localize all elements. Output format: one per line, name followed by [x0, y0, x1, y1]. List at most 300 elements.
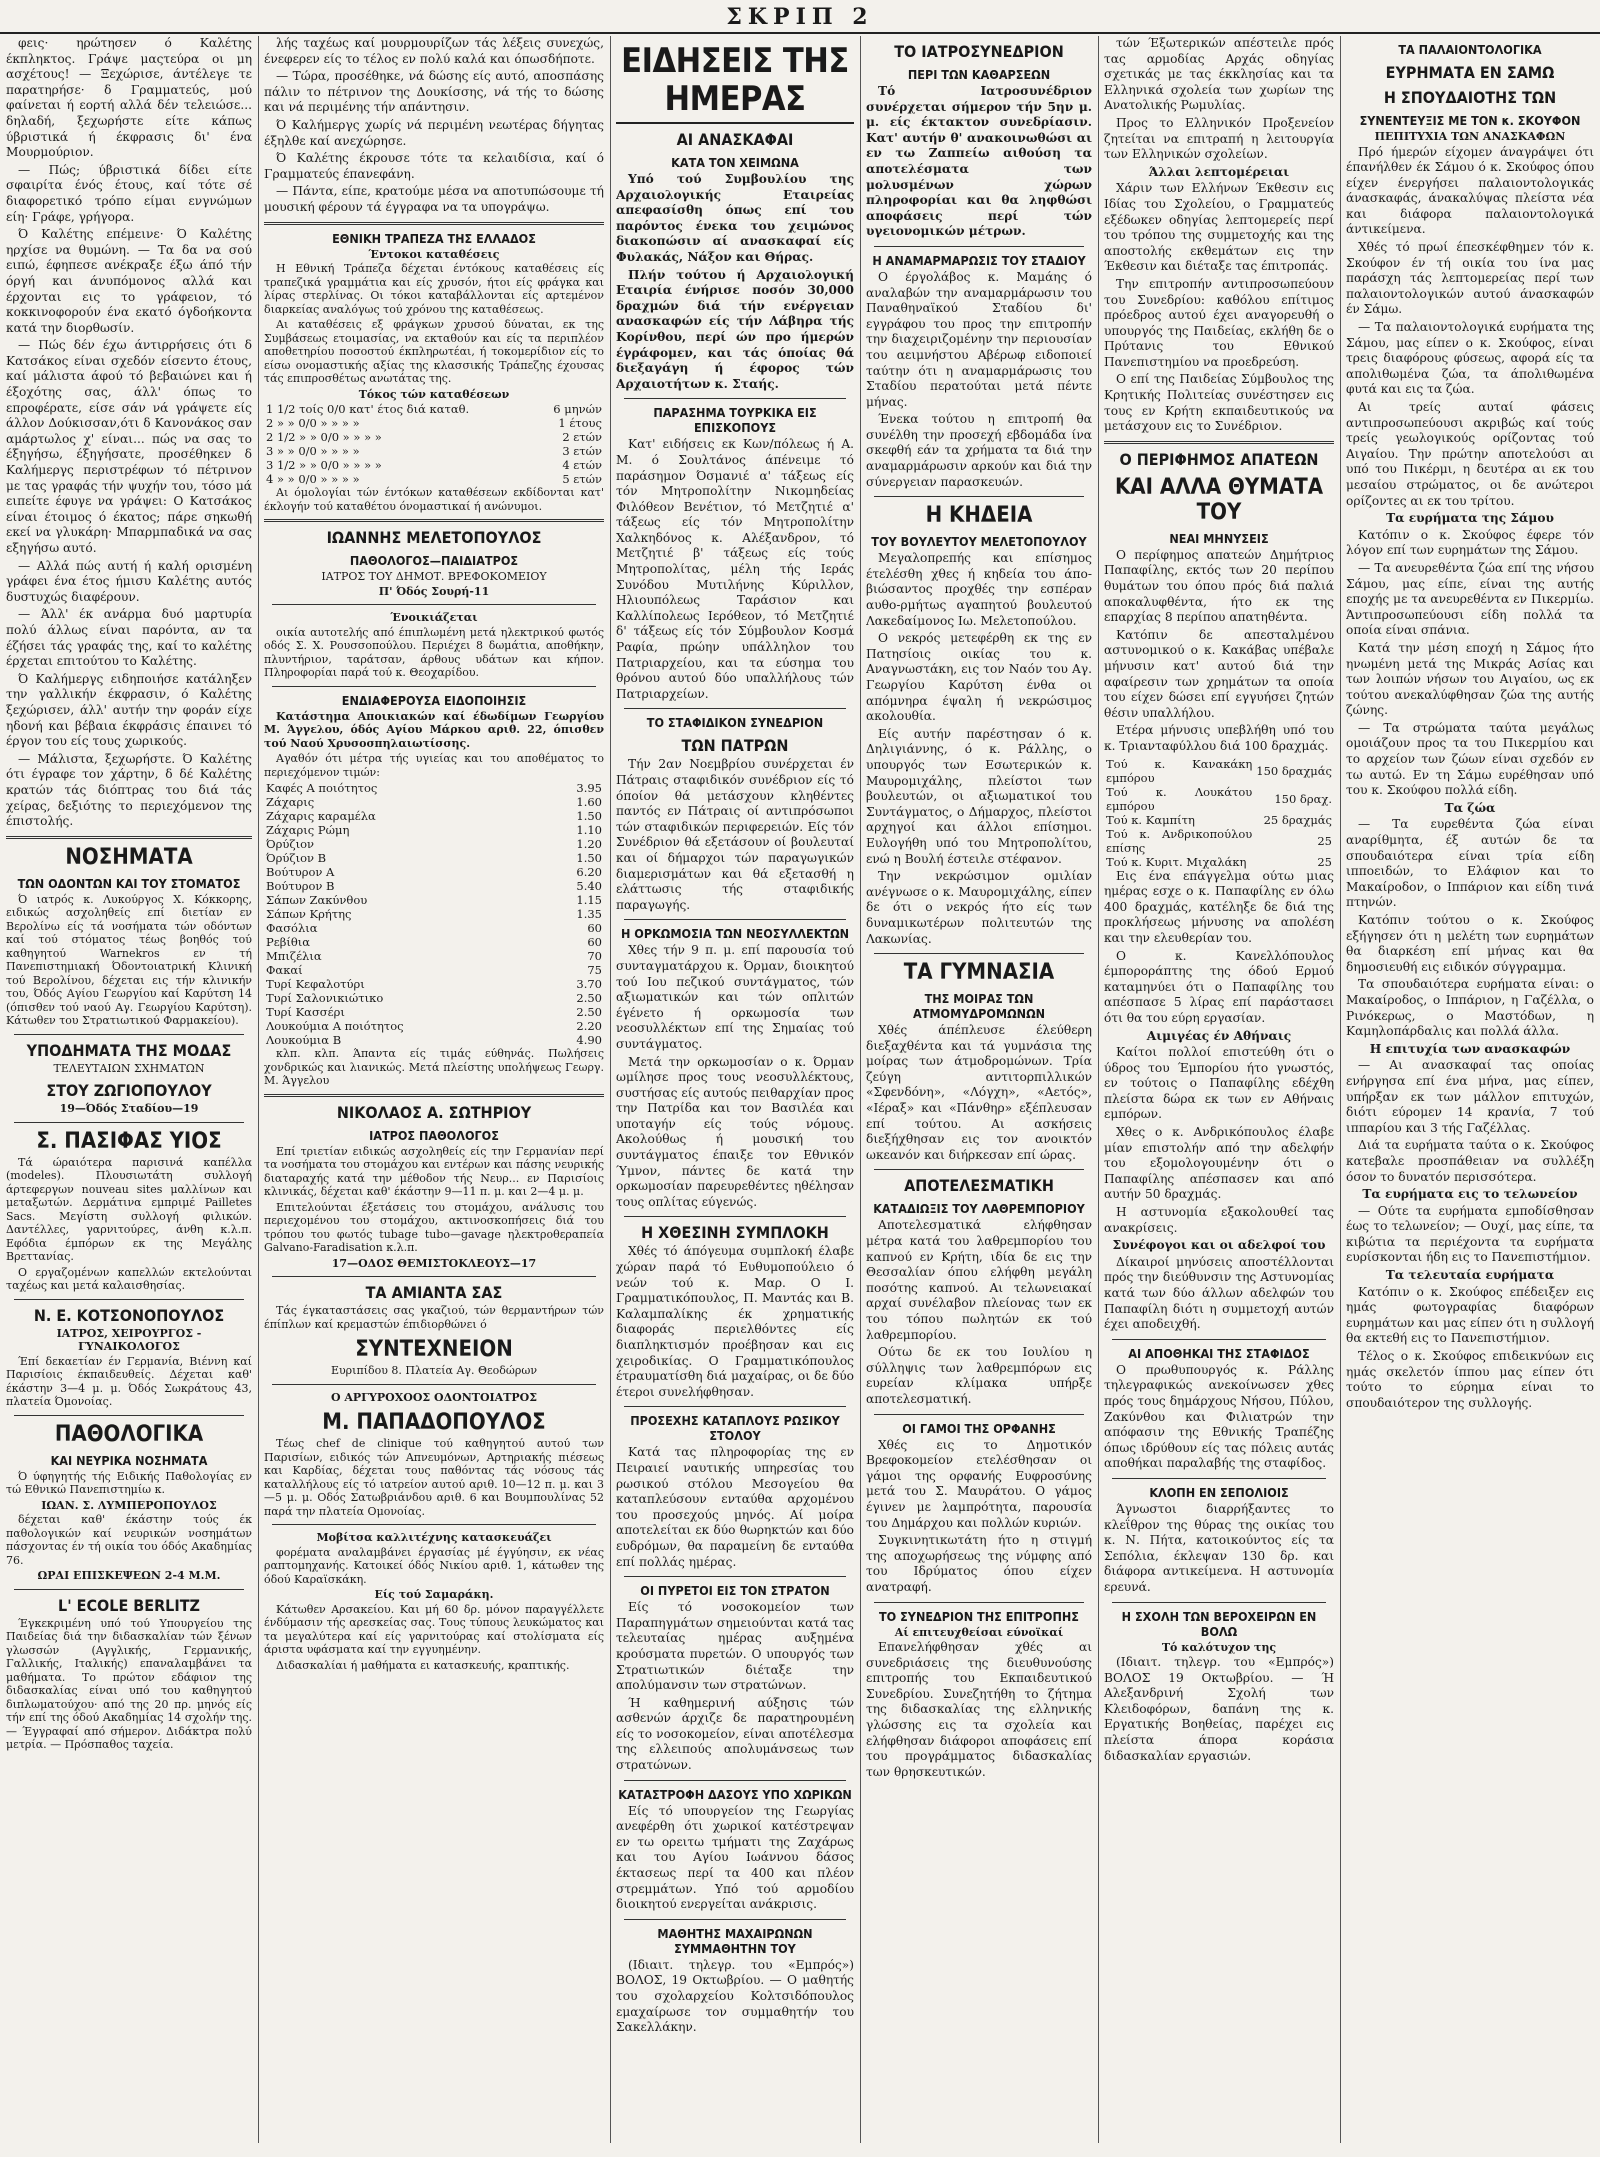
article-text: Χθές τό άπόγευμα συμπλοκή έλαβε χώραν παρά τό Ευθυμοπούλειο ό νεών τού κ. Μαρ. Ο Ι. Γραμματικόπουλος, Π. Μαντάς και Β. Καλαμπαλίκης έκ χρηματικής διαφοράς περιελθόντες είς διαπληκτισμόν προέβησαν και εις χειροδικίας. Ο Γραμματικόπουλος έτραυματίσθη διά μαχαίρας, οι δε δύο έτεροι συνελήφθησαν.	[616, 1244, 854, 1399]
ad-text: δέχεται καθ' έκάστην τούς έκ παθολογικών καί νευρικών νοσημάτων πάσχοντας έν τή οικία του όδός Ακαδημίας 76.	[6, 1513, 252, 1567]
article-text: Μετά την ορκωμοσίαν ο κ. Όρμαν ωμίλησε προς τους νεοσυλλέκτους, συστήσας είς αυτούς πειθαρχίαν προς την Πατρίδα και τον Βασιλέα και υποταγήν είς τούς νόμους. Ακολούθως ή μουσική του συντάγματος έπαιξε τον Εθνικόν Ύμνον, πάντες δε κατά την ορκωμοσίαν παρευρεθέντες ηθέλησαν τους οπλίτας εύγενώς.	[616, 1054, 854, 1209]
article-text: — Πώς δέν έχω άντιρρήσεις ότι δ Κατσάκος είναι σχεδόν είσεντο έτους, καί μάλιστα άφού τό βεβαιώνει και ή έξοχότης σας, άλλ' όπως το επροφέρατε, είσε σάν νά γράψετε είς άλλον Δούκισσαν,ότι δ Κανονάκος σαν αμάρτωλος χ' είναι... πώς να σας το έξηγήσω, έξηγήσατε, προσέθηκεν δ Καλήμεργς περιστρέφων τό πέτρινον με τας γραφάς τήν ψυχήν του, τόσο μά ειπείτε έφυγε να γράψει: Ο Κατσάκος είναι έτοιμος ό έκατος; πάρε σηκωθή εκεί να γλυκάρη· Μπαρμπαδικά να σας εξηγήσω αυτό.	[6, 338, 252, 555]
interest-row	[264, 444, 604, 458]
section-title: ΕΙΔΗΣΕΙΣ ΤΗΣ ΗΜΕΡΑΣ	[616, 42, 854, 124]
price-row	[264, 837, 604, 851]
price-row	[264, 977, 604, 991]
article-text: τών Έξωτερικών απέστειλε πρός τας αρμοδίας Αρχάς οδηγίας σχετικάς με τας έκκλησίας και τα Ελληνικά σχολεία των χωρίων της Ανατολικής Ρωμυλίας.	[1104, 36, 1334, 113]
article-text: Κατόπιν ο κ. Σκούφος επέδειξεν εις ημάς φωτογραφίας διαφόρων ευρημάτων και μας είπεν ότι η συλλογή θα εκτεθή εις το Πανεπιστήμιον.	[1346, 1284, 1594, 1346]
article-subheading: Αιμιγέας έν Αθήναις	[1146, 1028, 1292, 1043]
column-4	[866, 36, 1092, 2143]
article-subheading: ΝΕΑΙ ΜΗΝΥΣΕΙΣ	[1169, 530, 1269, 546]
loss-row	[1104, 813, 1334, 827]
ad-heading: ΕΝΔΙΑΦΕΡΟΥΣΑ ΕΙΔΟΠΟΙΗΣΙΣ	[341, 692, 527, 708]
article-heading: ΠΡΟΣΕΧΗΣ ΚΑΤΑΠΛΟΥΣ ΡΩΣΙΚΟΥ ΣΤΟΛΟΥ	[630, 1413, 840, 1444]
ad-text: Ό ύφηγητής τής Ειδικής Παθολογίας εν τώ Εθνικώ Πανεπιστημίω κ.	[6, 1469, 252, 1497]
article-text: Ούτω δε εκ του Ιουλίου η σύλληψις των λαθρεμπόρων εις ευρείαν κλίμακα υπήρξε αποτελεσματική.	[866, 1345, 1092, 1406]
article-subheading: Η επιτυχία των ανασκαφών	[1369, 1041, 1571, 1056]
row-label: 2 » » 0/0 » » » »	[266, 416, 360, 431]
article-text: Την επιτροπήν αντιπροσωπεύουν του Συνεδρίου: καθόλου επίτιμος πρόεδρος αυτού έχει αναγορευθή ο υπουργός της Παιδείας, εκλήθη δε ο Πρύτανις του Εθνικού Πανεπιστημίου να προεδρεύση.	[1104, 276, 1334, 369]
article-heading: ΠΑΡΑΣΗΜΑ ΤΟΥΡΚΙΚΑ ΕΙΣ ΕΠΙΣΚΟΠΟΥΣ	[653, 405, 817, 436]
row-value: 1 έτους	[558, 416, 602, 431]
row-label: Φακαί	[266, 963, 303, 978]
article-text: Χθές εις το Δημοτικόν Βρεφοκομείον ετελέσθησαν οι γάμοι της ορφανής Ευφροσύνης μετά του Σ. Μαυράτου. Ο γάμος έγινεν με λαμπρότητα, παρουσία του Δημάρχου και πολλών κυριών.	[866, 1437, 1092, 1530]
article-text: — Ούτε τα ευρήματα εμποδίσθησαν έως το τελωνείον; — Ουχί, μας είπε, τα κιβώτια τα περιέχοντα τα ευρήματα ευρίσκονται ήδη εις το Πανεπιστήμιον.	[1346, 1203, 1594, 1265]
ad-subheading: ΚΑΙ ΝΕΥΡΙΚΑ ΝΟΣΗΜΑΤΑ	[50, 1452, 208, 1468]
divider	[624, 708, 846, 709]
row-value: 1.50	[576, 851, 602, 866]
row-label: Τυρί Κεφαλοτύρι	[266, 977, 365, 992]
article-text: Ο περίφημος απατεών Δημήτριος Παπαφίλης, εκτός των 20 περίπου θυμάτων του όπου πρός διά παλιά αποκαλυφθέντα, ήτο εκ της επαρχίας 8 περίπου απατηθέντα.	[1104, 547, 1334, 625]
divider	[874, 1602, 1084, 1603]
row-label: Λουκούμια Β	[266, 1033, 342, 1048]
ad-address: Π' Όδός Σουρή-11	[378, 584, 490, 598]
article-heading: ΑΠΟΤΕΛΕΣΜΑΤΙΚΗ	[904, 1176, 1054, 1196]
divider	[272, 604, 596, 605]
ad-subheading: ΤΩΝ ΟΔΟΝΤΩΝ ΚΑΙ ΤΟΥ ΣΤΟΜΑΤΟΣ	[17, 875, 241, 891]
article-text: Είς τό υπουργείον της Γεωργίας ανεφέρθη ότι χωρικοί κατέστρεψαν εν τω ορειτω τμήματι της Ζαχάρως και του Αγίου Ιωάννου δάσος έκτασεως περί τα 400 και πλέον στρεμμάτων. Υπό τού αρμοδίου διοικητού ενεργείται ανάκρισις.	[616, 1803, 854, 1912]
article-subheading: ΚΑΤΑ ΤΟΝ ΧΕΙΜΩΝΑ	[671, 155, 799, 170]
divider	[1112, 1339, 1326, 1340]
article-subheading: ΚΑΤΑΔΙΩΞΙΣ ΤΟΥ ΛΑΘΡΕΜΠΟΡΙΟΥ	[873, 1201, 1085, 1217]
ad-text: Αι όμολογίαι τών έντόκων καταθέσεων εκδίδονται κατ' έκλογήν τού καταθέτου όνομαστικαί ή ανώνυμοι.	[264, 486, 604, 513]
row-value: 2.50	[576, 991, 602, 1006]
ad-subheading: ΠΑΘΟΛΟΓΟΣ—ΠΑΙΔΙΑΤΡΟΣ	[349, 553, 519, 569]
row-value: 150 δραχ.	[1274, 791, 1332, 806]
ad-subheading: Ο ΑΡΓΥΡΟΧΟΟΣ ΟΔΟΝΤΟΙΑΤΡΟΣ	[330, 1390, 538, 1404]
row-value: 1.20	[576, 837, 602, 852]
article-text: — Τα στρώματα ταύτα μεγάλως ομοιάζουν προς τα του Πικερμίου και το αρχείον των ζώων είναι σχεδόν εν τω αυτώ. Εν τη Σάμω ευρέθησαν υπό του κ. Σκούφου πολλά είδη.	[1346, 720, 1594, 798]
price-row	[264, 809, 604, 823]
losses-table	[1104, 757, 1334, 869]
row-value: 1.60	[576, 795, 602, 810]
row-value: 60	[587, 935, 602, 950]
article-text: Αι τρείς αυταί φάσεις αντιπροσωπεύουσι ακριβώς καί τούς τρείς γεωλογικούς ορίζοντας τού Αιγαίου. Την πρώτην αποτελούσι αι υπό του Πικέρμι, η δευτέρα αι εκ του μεσαίου στρώματος, οι δε ανώτεροι ορίζοντες αι εκ του τρίτου.	[1346, 400, 1594, 508]
article-subheading: Άλλαι λεπτομέρειαι	[1148, 164, 1290, 179]
article-text: Τήν 2αν Νοεμβρίου συνέρχεται έν Πάτραις σταφιδικόν συνέδριον είς τό όποίον θά μετάσχουν κληθέντες παντός εν Πάτραις οί αντιπρόσωποι τών σταφιδικών περιφερειών. Είς τόν Συνέδριον θά εξετάσουν οί βουλευταί και οί δήμαρχοι τών παραγωγικών διαμερισμάτων και θά εξετασθή η ελάττωσις τής σταφιδικής παραγωγής.	[616, 757, 854, 912]
article-heading: ΟΙ ΠΥΡΕΤΟΙ ΕΙΣ ΤΟΝ ΣΤΡΑΤΟΝ	[640, 1583, 830, 1599]
article-heading: ΚΛΟΠΗ ΕΝ ΣΕΠΟΛΙΟΙΣ	[1149, 1484, 1289, 1500]
article-text: Ο κ. Κανελλόπουλος έμποροράπτης της όδού Ερμού καταμηνύει ότι ο Παπαφίλης του απέσπασε 5 λίρας επί παράστασει ότι θα του εύρη εργασίαν.	[1104, 948, 1334, 1025]
article-text: Ή καθημερινή αύξησις τών ασθενών άρχιζε δε παρατηρουμένη είς το νοσοκομείον, είναι αποτέλεσμα της ελλειπούς απολυμάνσεως των στρατώνων.	[616, 1695, 854, 1773]
row-value: 75	[587, 963, 602, 978]
row-label: Ζάχαρις	[266, 795, 315, 810]
article-text: Ό Καλήμεργς ειδηποιήσε κατάληξεν την γαλλικήν έκφρασιν, ό Καλέτης ξεχώρισεν, άλλ' αυτήν την φοράν είχε ηδονή και βέβαια έκφράσις έπαινει τό έργον του είς τους χωρικούς.	[6, 671, 252, 749]
price-row	[264, 949, 604, 963]
price-row	[264, 879, 604, 893]
divider	[272, 1276, 596, 1277]
article-text: Κατ' ειδήσεις εκ Κων/πόλεως ή Α. Μ. ό Σουλτάνος άπένειμε τό παράσημον Όσμανιέ α' τάξεως είς τόν Μητροπολίτην Νικομηδείας Φιλόθεον Βενέτιον, τό Μετζητιέ α' τάξεως είς τόν Μητροπολίτην Χαλκηδόνος κ. Αλέξανδρον, τό Μετζητιέ β' τάξεως είς τούς Μητροπολίτας, μέλη τής Ιεράς Συνόδου Μυτιλήνης Κύριλλον, Ηλιουπόλεως Ταράσιον και Καλλίπολεως Ιερόθεον, τό Μετζητιέ δ' τάξεως είς τόν Σύμβουλον Κοσμά Ραφία, πρώην υπάλληλον του Πατριαρχείου, και τα εύσημα του θρόνου αυτού δύο υπαλλήλους τών Πατριαρχείων.	[616, 437, 854, 701]
column-rule	[610, 36, 611, 2143]
column-rule	[258, 36, 259, 2143]
article-text: Συγκινητικωτάτη ήτο η στιγμή της αποχωρήσεως της νύμφης από του Ιδρύματος όπου είχεν ανατραφή.	[866, 1533, 1092, 1594]
column-2	[264, 36, 604, 2143]
divider	[264, 519, 604, 522]
ad-heading: Μοβίτσα καλλιτέχνης κατασκευάζει	[316, 1531, 552, 1545]
article-heading: ΟΙ ΓΑΜΟΙ ΤΗΣ ΟΡΦΑΝΗΣ	[902, 1420, 1056, 1436]
divider	[624, 1216, 846, 1217]
interest-row	[264, 430, 604, 444]
divider	[1112, 1478, 1326, 1479]
article-text: Κατά τας πληροφορίας της εν Πειραιεί ναυτικής υπηρεσίας του ρωσικού στόλου Μεσογείου θα καταπλεύσουν ενταύθα αρχομένου του προσεχούς μηνός. Αί μοίρα αποτελείται εκ δύο θωρηκτών και δύο ευδρόμων, θα παραμείνη δε ενταύθα επί πολλάς ημέρας.	[616, 1445, 854, 1569]
row-value: 25	[1317, 854, 1332, 869]
article-heading: ΤΟ ΙΑΤΡΟΣΥΝΕΔΡΙΟΝ	[894, 42, 1064, 61]
row-value: 60	[587, 921, 602, 936]
column-rule	[1098, 36, 1099, 2143]
ad-text: Ό ιατρός κ. Λυκούργος Χ. Κόκκορης, ειδικώς ασχοληθείς επί διετίαν εν Βερολίνω είς τά νοσήματα τών οδόντων καί τού στόματος τέως βοηθός τού καθηγητού Warnekros εν τή Πανεπιστημιακή Όδοντοιατρική Κλινική τού Βερολίνου, δέχεται εις τήν κλινικήν του, Όδός Αγίου Γεωργίου καί Καρύτση 14 (όπισθεν τού ναού Αγ. Γεωργίου Καρύτση). Κάτωθεν του Στρατιωτικού Φαρμακείου).	[6, 892, 252, 1028]
price-row	[264, 781, 604, 795]
article-text: Δίκαιροί μηνύσεις αποστέλλονται πρός την διεύθυνσιν της Αστυνομίας κατά των δύο άλλων αδελφών του Παπαφίλη διότι η συμμετοχή αυτών έχει αποδειχθή.	[1104, 1254, 1334, 1332]
divider	[6, 836, 252, 839]
ad-text: οικία αυτοτελής από έπιπλωμένη μετά ηλεκτρικού φωτός οδός Σ. Χ. Ρουσσοπούλου. Περιέχει 8 δωμάτια, αποθήκην, πλυντήριον, ταράτσαν, άρθους υδάτων και κήπον. Πληροφορίαι παρά τού κ. Θεοχαρίδου.	[264, 625, 604, 680]
article-text: Προς το Ελληνικόν Προξενείον ζητείται να επιτραπή η λειτουργία των Ελληνικών σχολείων.	[1104, 115, 1334, 162]
row-label: Τού κ. Κανακάκη εμπόρου	[1106, 756, 1253, 785]
row-value: 70	[587, 949, 602, 964]
ad-text: Διδασκαλίαι ή μαθήματα ει κατασκευής, κραπτικής.	[276, 1658, 570, 1672]
article-subheading: ΠΕΡΙ ΤΩΝ ΚΑΘΑΡΣΕΩΝ	[907, 67, 1051, 82]
article-text: — Τα ευρεθέντα ζώα είναι αναρίθμητα, έξ αυτών δε τα σπουδαιότερα είναι τρία είδη ιπποειδών, το Ελάφιον και το Μακαίροδον, ο Ιππάριον και είδη τινά πτηνών.	[1346, 817, 1594, 910]
row-value: 3.70	[576, 977, 602, 992]
row-label: Ζάχαρις Ρώμη	[266, 823, 350, 838]
column-rule	[860, 36, 861, 2143]
interest-row	[264, 458, 604, 472]
article-heading: Η ΑΝΑΜΑΡΜΑΡΩΣΙΣ ΤΟΥ ΣΤΑΔΙΟΥ	[872, 252, 1086, 268]
ad-heading: Είς τού Σαμαράκη.	[374, 1588, 494, 1602]
divider	[14, 1299, 244, 1300]
row-value: 5 ετών	[562, 472, 602, 487]
divider	[624, 1406, 846, 1407]
article-text: Αποτελεσματικά ελήφθησαν μέτρα κατά του λαθρεμπορίου του καπνού εν Κρήτη, ιδία δε εις την Θεσσαλίαν όπου ελήφθη μεγάλη ποσότης καπνού. Αι τελωνειακαί αρχαί συνέλαβον πλείονας των εκ του τόπου πωλητών εκ τού λαθρεμπορίου.	[866, 1218, 1092, 1342]
article-text: Υπό τού Συμβουλίου της Αρχαιολογικής Εταιρείας απεφασίσθη όπως επί του παρόντος ένεκα του χειμώνος διακοπώσιν αί ανασκαφαί είς Φυλακάς, Νάξον και Θήρας.	[616, 172, 854, 264]
row-value: 25 δραχμάς	[1263, 812, 1332, 827]
article-text: Την νεκρώσιμον ομιλίαν ανέγνωσε ο κ. Μαυρομιχάλης, είπεν δε ότι ο νεκρός ήτο είς των δυναμικωτέρων πολιτευτών της Λακωνίας.	[866, 869, 1092, 946]
row-label: Τυρί Κασσέρι	[266, 1005, 345, 1020]
article-text: Μεγαλοπρεπής και επίσημος έτελέσθη χθες ή κηδεία του άπο-βιώσαντος προχθές την εσπέραν αυθο-ρμήτως αγαπητού βουλευτού Λακεδαίμονος Ιω. Μελετοπούλου.	[866, 551, 1092, 628]
divider	[624, 1780, 846, 1781]
article-text: Χθες τήν 9 π. μ. επί παρουσία τού συνταγματάρχου κ. Όρμαν, διοικητού τού Ιου πεζικού συντάγματος, τών αξιωματικών και τών οπλιτών έγένετο ή ορκωμοσία των νεοσυλλέκτων επί της Σημαίας τού συντάγματος.	[616, 943, 854, 1051]
price-row	[264, 935, 604, 949]
divider	[624, 919, 846, 920]
price-row	[264, 963, 604, 977]
ad-subheading: ΙΑΤΡΟΣ ΤΟΥ ΔΗΜΟΤ. ΒΡΕΦΟΚΟΜΕΙΟΥ	[321, 570, 547, 584]
ad-heading: ΕΘΝΙΚΗ ΤΡΑΠΕΖΑ ΤΗΣ ΕΛΛΑΔΟΣ	[332, 230, 536, 246]
article-text: Ο πρωθυπουργός κ. Ράλλης τηλεγραφικώς ανεκοίνωσεν χθες πρός τους δημάρχους Νήσου, Πύλου, Ζακύνθου και Φιλιατρών την απόφασιν της Εθνικής Τραπέζης όπως ιδρύθουν είς τας πόλεις αυτάς αποθήκαι παραλαβής της σταφίδος.	[1104, 1362, 1334, 1471]
ad-heading: ΠΑΘΟΛΟΓΙΚΑ	[54, 1421, 204, 1447]
row-label: Τού κ. Λουκάτου εμπόρου	[1106, 784, 1253, 813]
price-table	[264, 781, 604, 1047]
ad-text: Αγαθόν ότι μέτρα τής υγιείας και του αποθέματος το περιεχόμενον τιμών:	[264, 752, 604, 779]
price-row	[264, 865, 604, 879]
price-row	[264, 1019, 604, 1033]
row-label: 3 » » 0/0 » » » »	[266, 444, 360, 459]
article-text: Κατόπιν δε απεσταλμένου αστυνομικού ο κ. Κακάβας υπέβαλε μήνυσιν κατ' αυτού διά την αφαίρεσιν των χρημάτων τα οποία του είχεν δώσει επί εγγυήσει ζητών θέσιν υπαλλήλου.	[1104, 627, 1334, 720]
row-value: 1.50	[576, 809, 602, 824]
ad-subheading: ΙΑΤΡΟΣ ΠΑΘΟΛΟΓΟΣ	[369, 1127, 499, 1143]
article-subheading: Τα ευρήματα της Σάμου	[1386, 511, 1554, 526]
divider	[264, 222, 604, 225]
column-5	[1104, 36, 1334, 2143]
ad-text: Ο εργαζομένων καπελλών εκτελούνται ταχέως και μετά καλαισθησίας.	[6, 1265, 252, 1293]
ad-heading: Μ. ΠΑΠΑΔΟΠΟΥΛΟΣ	[322, 1410, 546, 1436]
row-label: Λουκούμια Α ποιότητος	[266, 1019, 404, 1034]
column-rule	[1340, 36, 1341, 2143]
column-6	[1346, 36, 1594, 2143]
row-label: Όρύζιον Β	[266, 851, 327, 866]
table-title: Τόκος τών καταθέσεων	[358, 387, 510, 401]
row-value: 2 ετών	[562, 430, 602, 445]
loss-row	[1104, 827, 1334, 855]
ad-text: Τά ώραιότερα παρισινά καπέλλα (modeles). Πλουσιωτάτη συλλογή άρτεφεργων nouveau sites μαλλίνων και μεταξωτών. Δερμάτινα εμπριμέ Pailletes Sacs. Μεγίστη συλλογή φιλικών. Δαντέλλες, γαρνιτούρες, άνθη κ.λ.π. Εφόδια έμπόρων εκ της Μεγάλης Βρεττανίας.	[6, 1155, 252, 1264]
divider	[1112, 1602, 1326, 1603]
article-subheading: Τα ευρήματα εις το τελωνείον	[1362, 1187, 1578, 1202]
row-label: Βούτυρον Α	[266, 865, 335, 880]
article-text: Τέλος ο κ. Σκούφος επιδεικνύων εις ημάς σκελετόν ίππου μας είπεν ότι τούτο το εύρημα είναι το σπουδαιότερον της συλλογής.	[1346, 1349, 1594, 1410]
row-value: 4.90	[576, 1033, 602, 1048]
ad-heading: Ένοικιάζεται	[390, 611, 478, 625]
row-label: Καφές Α ποιότητος	[266, 781, 378, 796]
article-text: — Τα ανευρεθέντα ζώα επί της νήσου Σάμου, μας είπε, είναι της αυτής εποχής με τα ανευρεθέντα εν Πικερμίω. Άντιπροσωπεύουσι είδη πολλά τα οποία είναι σπάνια.	[1346, 560, 1594, 638]
interest-row	[264, 472, 604, 486]
ad-text: Επιτελούνται έξετάσεις του στομάχου, ανάλυσις του περιεχομένου του στομάχου, ακτινοσκοπήσεις διά του τρόπου του φωτός tubage tubo—gavage ηλεκτροθεραπεία Galvano-Faradisation κ.λ.π.	[264, 1200, 604, 1255]
ad-subheading: ΤΕΛΕΥΤΑΙΩΝ ΣΧΗΜΑΤΩΝ	[53, 1061, 205, 1075]
article-text: Ετέρα μήνυσις υπεβλήθη υπό του κ. Τριανταφύλλου διά 100 δραχμάς.	[1104, 723, 1334, 753]
article-heading: ΑΙ ΑΝΑΣΚΑΦΑΙ	[676, 130, 794, 149]
article-subheading: ΤΟΥ ΒΟΥΛΕΥΤΟΥ ΜΕΛΕΤΟΠΟΥΛΟΥ	[871, 534, 1087, 550]
article-text: Ο επί της Παιδείας Σύμβουλος της Κρητικής Πολιτείας συνέστησεν εις τους εν Κρήτη εκπαιδευτικούς να μετάσχουν εις το Συνέδριον.	[1104, 372, 1334, 434]
divider	[1104, 441, 1334, 444]
article-text: Ο νεκρός μετεφέρθη εκ της εν Πατησίοις οικίας του κ. Αναγνωστάκη, εις τον Ναόν του Αγ. Γεωργίου Καρύτση ένθα οι απόμνηρα έψαλη ή νεκρώσιμος ακολουθία.	[866, 631, 1092, 724]
row-value: 150 δραχμάς	[1256, 763, 1332, 778]
divider	[14, 1034, 244, 1035]
article-heading: ΑΙ ΑΠΟΘΗΚΑΙ ΤΗΣ ΣΤΑΦΙΔΟΣ	[1128, 1345, 1310, 1361]
divider	[874, 953, 1084, 954]
divider	[272, 686, 596, 687]
article-subheading: ΣΥΝΕΝΤΕΥΞΙΣ ΜΕ ΤΟΝ κ. ΣΚΟΥΦΟΝ	[1359, 113, 1581, 128]
ad-subheading: Έντοκοι καταθέσεις	[368, 247, 500, 261]
article-text: — Άλλ' έκ ανάρμα δυό μαρτυρία πολύ άλλως είναι παρόντα, αν τα έζήσει τάς γραφάς της, καί το καλέτης έρχεται επιτούτου το Καλέτης.	[6, 607, 252, 669]
ad-address: 17—ΟΔΟΣ ΘΕΜΙΣΤΟΚΛΕΟΥΣ—17	[331, 1256, 537, 1270]
article-text: Κατά την μέση εποχή η Σάμος ήτο ηνωμένη μετά της Μικράς Ασίας και των λοιπών νήσων του Αιγαίου, ως εκ τούτου ανεκαλύφθησαν ζώα της αυτής ζώνης.	[1346, 640, 1594, 718]
row-label: Τού κ. Κυριτ. Μιχαλάκη	[1106, 854, 1247, 869]
interest-table	[264, 402, 604, 486]
row-label: Ρεβίθια	[266, 935, 311, 950]
ad-heading: ΝΙΚΟΛΑΟΣ Α. ΣΩΤΗΡΙΟΥ	[336, 1102, 532, 1122]
article-heading: Η ΚΗΔΕΙΑ	[925, 503, 1033, 529]
article-text: — Αι ανασκαφαί τας οποίας ενήργησα επί ένα μήνα, μας είπεν, υπήρξαν εκ των μάλλον επιτυχών, διότι εύρομεν 14 κρανία, 7 τού ιππαρίου και 3 τής Γαζέλλας.	[1346, 1058, 1594, 1135]
row-value: 6.20	[576, 865, 602, 880]
article-text: — Αλλά πώς αυτή ή καλή ορισμένη γράφει ένα έτος ήμισυ Καλέτης αυτός δυστυχώς διαφέρουν.	[6, 558, 252, 604]
article-subheading: Η ΣΠΟΥΔΑΙΟΤΗΣ ΤΩΝ	[1383, 88, 1557, 107]
ad-address: 19—Όδός Σταδίου—19	[59, 1102, 199, 1116]
price-row	[264, 907, 604, 921]
article-subheading: Αί επιτευχθείσαι εύνοϊκαί	[894, 1625, 1064, 1639]
article-heading: Ο ΠΕΡΙΦΗΜΟΣ ΑΠΑΤΕΩΝ	[1119, 449, 1319, 469]
row-label: Μπιζέλια	[266, 949, 322, 964]
article-text: Ένεκα τούτου η επιτροπή θα συνέλθη την προσεχή εβδομάδα ίνα σκεφθή εάν τα χρήματα τα διά την αναμαρμάρωσιν αρκούν και διά την σύνεργειαν παρασκευών.	[866, 412, 1092, 489]
row-label: Όρύζιον	[266, 837, 315, 852]
article-text: Πρό ήμερών είχομεν άναγράψει ότι έπανήλθεν έκ Σάμου ό κ. Σκούφος όπου είχεν ένεργήσει παλαιοντολογικάς άνασκαφάς, άνακαλύψας πλείστα νέα και διάφορα παλαιοντολογικά άντικείμενα.	[1346, 144, 1594, 237]
ad-heading: ΝΟΣΗΜΑΤΑ	[65, 844, 193, 870]
ad-text: Η Εθνική Τράπεζα δέχεται έντόκους καταθέσεις είς τραπεζικά γραμμάτια και είς χρυσόν, ήτοι είς φράγκα και λίρας στερλίνας. Οι τόκοι καταβάλλονται είς αρτεμένον διαρκείας αναλόγως τού χρόνου της καταθέσεως.	[264, 262, 604, 316]
article-heading: ΜΑΘΗΤΗΣ ΜΑΧΑΙΡΩΝΩΝ ΣΥΜΜΑΘΗΤΗΝ ΤΟΥ	[657, 1925, 813, 1956]
ad-text: Επί τριετίαν ειδικώς ασχοληθείς είς την Γερμανίαν περί τα νοσήματα του στομάχου και εντέρων και πάσης νευρικής διαταραχής κατά την μέθοδον τής Νευρ... εν Παρισίοις κλινικάς, δέχεται καθ' έκάστην 9—11 π. μ. και 2—4 μ. μ.	[264, 1144, 604, 1199]
row-label: 3 1/2 » » 0/0 » » » »	[266, 458, 382, 473]
price-row	[264, 795, 604, 809]
price-row	[264, 823, 604, 837]
ad-text: Τάς έγκαταστάσεις σας γκαζιού, τών θερμαντήρων τών έπίπλων καί κρεμαστών έπιδιορθώνει ό	[264, 1304, 604, 1331]
row-value: 1.15	[576, 893, 602, 908]
article-text: Χθες ο κ. Ανδρικόπουλος έλαβε μίαν επιστολήν από την αδελφήν του εξομολογουμένην ότι ο Παπαφίλης απέσπασεν και από αυτήν 50 δραχμάς.	[1104, 1125, 1334, 1202]
article-heading: Η ΧΘΕΣΙΝΗ ΣΥΜΠΛΟΚΗ	[641, 1223, 829, 1243]
article-text: Ό Καλήμεργς χωρίς νά περιμένη νεωτέρας δήγητας έξηλθε καί ανεχώρησε.	[264, 117, 604, 148]
ad-subheading: ΙΑΤΡΟΣ, ΧΕΙΡΟΥΡΓΟΣ - ΓΥΝΑΙΚΟΛΟΓΟΣ	[56, 1326, 202, 1354]
column-3	[616, 36, 854, 2143]
article-text: λής ταχέως καί μουρμουρίζων τάς λέξεις συνεχώς, ένεφερεν είς το τέλος εν πολύ καλά και όπωσδήποτε.	[264, 36, 604, 66]
article-heading: Η ΟΡΚΩΜΟΣΙΑ ΤΩΝ ΝΕΟΣΥΛΛΕΚΤΩΝ	[620, 926, 850, 942]
row-label: Σάπων Κρήτης	[266, 907, 352, 922]
article-text: — Πάντα, είπε, κρατούμε μέσα να αποτυπώσουμε τή μουσική φέρουν τά έγγραφα να τα υπογράψω.	[264, 184, 604, 214]
article-text: Διά τα ευρήματα ταύτα ο κ. Σκούφος κατεβαλε προσπάθειαν να συλλέξη όσον το δυνατόν περισσότερα.	[1346, 1138, 1594, 1184]
ad-heading: Ν. Ε. ΚΟΤΣΟΝΟΠΟΥΛΟΣ	[33, 1305, 225, 1325]
article-text: Χθές τό πρωί έπεσκέφθημεν τόν κ. Σκούφον έν τή οικία του ίνα μας παράσχη τάς λεπτομερείας περί των παλαιοντολογικών αυτού άνασκαφών έν Σάμω.	[1346, 240, 1594, 317]
price-row	[264, 921, 604, 935]
row-value: 2.20	[576, 1019, 602, 1034]
row-value: 5.40	[576, 879, 602, 894]
article-text: Χθές άπέπλευσε έλεύθερη διεξαχθέντα και τά γυμνάσια της μοίρας των άτμοδρομώνων. Τρία ζεύγη αντιτορπιλλικών «Σφενδόνη», «Λόγχη», «Αετός», «Ιέραξ» και «Πάνθηρ» εξέπλευσαν επί τούτου. Αι ασκήσεις διεξήχθησαν εις τον ανοικτόν ωκεανόν και διήρκεσαν επί ώρας.	[866, 1023, 1092, 1162]
interest-row	[264, 416, 604, 430]
divider	[14, 1415, 244, 1416]
interest-row	[264, 402, 604, 416]
row-label: 2 1/2 » » 0/0 » » » »	[266, 430, 382, 445]
row-label: 4 » » 0/0 » » » »	[266, 472, 360, 487]
row-value: 6 μηνών	[553, 402, 602, 417]
article-heading: ΤΑ ΠΑΛΑΙΟΝΤΟΛΟΓΙΚΑ	[1398, 42, 1542, 57]
loss-row	[1104, 785, 1334, 813]
ad-text: Τέως chef de clinique τού καθηγητού αυτού των Παρισίων, ειδικός τών Απνευμόνων, Αρτηριακής πιέσεως και Καρδίας, δέχεται τους παθόντας τάς νόσους τάς καταλλήλους είς τό ιατρείον αυτού αριθ. 10—12 π. μ. και 3—5 μ. μ. Οδός Σατωβριάνδου αριθ. 6 και Βουμπουλίνας 52 παρά την πλατεία Ομονοίας.	[264, 1437, 604, 1518]
loss-row	[1104, 757, 1334, 785]
ad-text: φορέματα αναλαμβάνει έργασίας μέ έγγύησιν, εκ νέας ραπτομηχανής. Κατοικεί όδός Νικίου αριθ. 1, κάτωθεν της όδού Καραϊσκάκη.	[264, 1545, 604, 1586]
row-value: 1.10	[576, 823, 602, 838]
ad-text: Έγκεκριμένη υπό τού Υπουργείου της Παιδείας διά την διδασκαλίαν τών ξένων γλωσσών (Αγγλικής, Γερμανικής, Γαλλικής, Ιταλικής) επαναλαμβάνει τα μαθήματα. Το πρώτον εδάφιον της διδασκαλίας είναι υπό του καθηγητού διπλωματούχου· από της 20 πρ. μηνός είς τήν επί της όδού Ακαδημίας 14 σχολήν της. — Έγγραφαί από σήμερον. Διδάκτρα πολύ μετρία. — Πρόσπαθος ταχεία.	[6, 1616, 252, 1752]
row-label: 1 1/2 τοίς 0/0 κατ' έτος διά καταθ.	[266, 402, 470, 417]
row-value: 2.50	[576, 1005, 602, 1020]
article-text: — Μάλιστα, ξεχωρήστε. Ό Καλέτης ότι έγραφε τον χάρτην, δ δέ Καλέτης κρατών τάς διόπτρας του διά τάς χείρας, δεξιότης το περιεχόμενον της έπιστολής.	[6, 751, 252, 829]
divider	[874, 496, 1084, 497]
article-subheading: Συνέφογοι και οι αδελφοί του	[1112, 1238, 1326, 1253]
article-text: Είς αυτήν παρέστησαν ό κ. Δηλιγιάννης, ό κ. Ράλλης, ο υπουργός των Εσωτερικών κ. Μαυρομιχάλης, πλείστοι των βουλευτών, οι αξιωματικοί του Συντάγματος, ο Δήμαρχος, πλείστοι αρχηγοί και άλλοι επίσημοι. Ευλογήθη υπό του Μητροπολίτου, ενώ η Βουλή έστειλε στέφανον.	[866, 726, 1092, 866]
divider	[624, 1919, 846, 1920]
row-label: Φασόλια	[266, 921, 318, 936]
article-text: Άγνωστοι διαρρήξαντες το κλεΐθρον της θύρας της οικίας του κ. Ν. Πήτα, κατοικούντος είς τα Σεπόλια, έκλεψαν 130 δρ. και διάφορα αντικείμενα. Η αστυνομία ερευνά.	[1104, 1501, 1334, 1594]
ad-text: Κάτωθεν Αρσακείου. Και μή 60 δρ. μόνον παραγγέλλετε ένδύμασιν τής αρεσκείας σας. Τους τύπους λευκώματος και τα μεγαλύτερα καί είς γαρνιτούρας καί στολίσματα είς άριστα υφάσματα καί την εγγυημένην.	[264, 1602, 604, 1657]
article-text: Τό Ιατροσυνέδριον συνέρχεται σήμερον τήν 5ην μ. μ. είς έκτακτον συνεδρίασιν. Κατ' αυτήν θ' ανακοινωθώσι αι εν τω Ζαππείω αιθούση τα αποτελέσματα των μολυσμένων χώρων πληροφορίαι και θα ληφθώσι αποφάσεις περί τών υγειονομικών μέτρων.	[866, 84, 1092, 239]
article-heading: ΕΥΡΗΜΑΤΑ ΕΝ ΣΑΜΩ	[1385, 63, 1555, 82]
row-value: 1.35	[576, 907, 602, 922]
divider	[14, 1589, 244, 1590]
article-text: (Ιδιαιτ. τηλεγρ. του «Εμπρός») ΒΟΛΟΣ 19 Οκτωβρίου. — Ή Αλεξανδρινή Σχολή των Κλειδοφόρων, δαπάνη της κ. Εργατικής Βοηθείας, παρέχει εις πλείστα άπορα κοράσια διδασκαλίαν εργασιών.	[1104, 1655, 1334, 1763]
divider	[14, 1122, 244, 1123]
row-label: Σάπων Ζακύνθου	[266, 893, 368, 908]
divider	[874, 1169, 1084, 1170]
article-text: Επανελήφθησαν χθές αι συνεδριάσεις της διευθυνούσης επιτροπής του Εκπαιδευτικού Συνεδρίου. Συνεζητήθη το ζήτημα της διδασκαλίας της ελληνικής γλώσσης εις τα σχολεία και ελήφθησαν διάφοροι αποφάσεις επί του προγράμματος διδασκαλίας των θρησκευτικών.	[866, 1640, 1092, 1779]
divider	[264, 1094, 604, 1097]
article-subheading: ΤΩΝ ΠΑΤΡΩΝ	[681, 736, 789, 756]
article-text: — Τα παλαιοντολογικά ευρήματα της Σάμου, μας είπεν ο κ. Σκούφος, είναι τρεις διαφόρους φύσεως, αφορά είς τα απολιθωμένα ζώα, τα άπολιθωμένα φυτά και εις τα ζώα.	[1346, 320, 1594, 397]
article-heading: Η ΣΧΟΛΗ ΤΩΝ ΒΕΡΟΧΕΙΡΩΝ ΕΝ ΒΟΛΩ	[1121, 1608, 1317, 1639]
article-heading: ΤΟ ΣΤΑΦΙΔΙΚΟΝ ΣΥΝΕΔΡΙΟΝ	[646, 715, 824, 731]
row-label: Τού κ. Ανδρικοπούλου επίσης	[1106, 826, 1253, 855]
ad-heading: L' ECOLE BERLITZ	[58, 1595, 200, 1615]
price-row	[264, 1005, 604, 1019]
article-text: Η αστυνομία εξακολουθεί τας ανακρίσεις.	[1104, 1205, 1334, 1235]
divider	[272, 1384, 596, 1385]
ad-name: ΣΤΟΥ ΖΩΓΙΟΠΟΥΛΟΥ	[46, 1081, 212, 1101]
article-text: — Τώρα, προσέθηκε, νά δώσης είς αυτό, αποσπάσης πάλιν το πέτρινον της Δουκίσσης, νά τής το δώσης και νά περιμένης τήν απάντησιν.	[264, 69, 604, 115]
ad-heading: ΙΩΑΝΝΗΣ ΜΕΛΕΤΟΠΟΥΛΟΣ	[326, 528, 542, 548]
article-text: Κατόπιν τούτου ο κ. Σκούφος εξήγησεν ότι η μελέτη των ευρημάτων θα διαρκέση επί μήνας και θα δημοσιευθή εις ειδικόν σύγγραμμα.	[1346, 913, 1594, 974]
ad-heading: ΥΠΟΔΗΜΑΤΑ ΤΗΣ ΜΟΔΑΣ	[26, 1040, 232, 1060]
article-text: — Πώς; ύβριστικά δίδει είτε σφαιρίτα ένός έτους, καί τότε σέ διαφορετικό τρόπο είμαι ενγνώμων είη· Γράφε, γρήγορα.	[6, 162, 252, 224]
article-subheading: ΠΕΠΙΤΥΧΙΑ ΤΩΝ ΑΝΑΣΚΑΦΩΝ	[1374, 130, 1566, 143]
row-value: 3 ετών	[562, 444, 602, 459]
page-masthead: ΣΚΡΙΠ 2	[0, 4, 1600, 34]
ad-address: Ευριπίδου 8. Πλατεία Αγ. Θεοδώρων	[330, 1364, 538, 1378]
divider	[874, 1414, 1084, 1415]
article-text: Καίτοι πολλοί επιστεύθη ότι ο ύδρος του Έμπορίου ήτο γνωστός, εν τούτοις ο Παπαφίλης εδέχθη πλείστα δώρα εκ των εν Αθήναις εμπόρων.	[1104, 1045, 1334, 1122]
article-heading: ΤΑ ΓΥΜΝΑΣΙΑ	[903, 960, 1055, 986]
row-value: 25	[1317, 833, 1332, 848]
row-label: Τυρί Σαλονικιώτικο	[266, 991, 384, 1006]
ad-heading: ΣΥΝΤΕΧΝΕΙΟΝ	[355, 1337, 513, 1363]
divider	[624, 398, 846, 399]
ad-text: Κατάστημα Αποικιακών καί έδωδίμων Γεωργίου Μ. Άγγελου, όδός Αγίου Μάρκου αριθ. 22, όπισθεν τού Ναού Χρυσοσπηλαιωτίσσης.	[264, 709, 604, 750]
ad-text: Έπί δεκαετίαν έν Γερμανία, Βιέννη καί Παρισίοις έκπαιδευθείς. Δέχεται καθ' έκάστην 3—4 μ. μ. Όδός Σωκράτους 43, πλατεία Όμονοίας.	[6, 1354, 252, 1409]
ad-heading: ΤΑ ΑΜΙΑΝΤΑ ΣΑΣ	[365, 1283, 503, 1303]
article-subheading: ΤΗΣ ΜΟΙΡΑΣ ΤΩΝ ΑΤΜΟΜΥΔΡΟΜΩΝΩΝ	[912, 991, 1046, 1022]
article-text: Ό Καλέτης επέμεινε· Ό Καλέτης ηρχίσε να θυμώνη. — Τα δα να σού ειπώ, έφηπεσε ανέκραξε έξω άπό τήν όργή και άνυπόμονος αλλά και έρχονται εις το γράφειον, τό κοκκινοφορούν ένα εκατό όγδοήκοντα κατά την διορθωσίν.	[6, 227, 252, 335]
row-label: Βούτυρον Β	[266, 879, 335, 894]
divider	[272, 1524, 596, 1525]
ad-name: ΙΩΑΝ. Σ. ΛΥΜΠΕΡΟΠΟΥΛΟΣ	[41, 1498, 217, 1512]
column-1	[6, 36, 252, 2143]
divider	[874, 246, 1084, 247]
article-text: φεις· ηρώτησεν ό Καλέτης έκπληκτος. Γράψε μαςτεύρα οι μη ασχέτους! — Ξεχώρισε, άντέλεγε τε παρατηρήσε· δ Γραμματεύς, μού φαίνεται ή εορτή αλλά δέν τελειώσε... δηλαδή, ξεχωρήστε είτε κάπως ύβριστικά ή έκφρασις δι' ένα Μουρμούριον.	[6, 36, 252, 160]
article-text: Χάριν των Ελλήνων Έκθεσιν εις Ιδίας του Σχολείου, ο Γραμματεύς εξέδωκεν οδηγίας λεπτομερείς περί του τρόπου της συμμετοχής και της αποστολής εκθεμάτων εις την Έκθεσιν και διέταξε τας έπιτροπάς.	[1104, 181, 1334, 274]
ad-text: κλπ. κλπ. Άπαντα είς τιμάς εύθηνάς. Πωλήσεις χονδρικώς και λιανικώς. Μετά πλείστης υπολήψεως Γεωργ. Μ. Άγγελου	[264, 1047, 604, 1088]
article-subheading: Τα τελευταία ευρήματα	[1385, 1268, 1555, 1283]
price-row	[264, 893, 604, 907]
article-text: (Ιδιαιτ. τηλεγρ. του «Εμπρός») ΒΟΛΟΣ, 19 Οκτωβρίου. — Ο μαθητής του σχολαρχείου Κολτσιδόπουλος εμαχαίρωσε τον συμμαθητήν του Σακελλάκην.	[616, 1957, 854, 2035]
price-row	[264, 851, 604, 865]
ad-text: Αι καταθέσεις εξ φράγκων χρυσού δύναται, εκ της Συμβάσεως ετοιμασίας, να εκταθούν και είς τα περιπλέον αποθετηρίου ποσοστού έκπληρωτέαι, ή τοκομερίδιον είς το είσω ονομαστικής αξίας της κλασσικής Τράπεζης έχουσας τάς επιπροσθέτως ανωτάτας της.	[264, 318, 604, 386]
row-label: Τού κ. Καμπίτη	[1106, 812, 1195, 827]
article-subheading: Τό καλότυχον της	[1161, 1640, 1277, 1654]
article-text: Κατόπιν ο κ. Σκούφος έφερε τόν λόγον επί των ευρημάτων της Σάμου.	[1346, 527, 1594, 558]
row-label: Ζάχαρις καραμέλα	[266, 809, 376, 824]
article-text: Τα σπουδαιότερα ευρήματα είναι: ο Μακαίροδος, ο Ιππάριον, η Γαζέλλα, ο Ρινόκερως, ο Μαστόδων, η Καμηλοπάρδαλις και πολλά άλλα.	[1346, 977, 1594, 1039]
price-row	[264, 991, 604, 1005]
article-text: Ό Καλέτης έκρουσε τότε τα κελαιδίσια, καί ό Γραμματεύς έπανεφάνη.	[264, 151, 604, 181]
article-heading: ΚΑΙ ΑΛΛΑ ΘΥΜΑΤΑ ΤΟΥ	[1114, 474, 1324, 525]
article-heading: ΤΟ ΣΥΝΕΔΡΙΟΝ ΤΗΣ ΕΠΙΤΡΟΠΗΣ	[878, 1608, 1079, 1624]
article-text: Είς τό νοσοκομείον των Παραπηγμάτων σημειούνται κατά τας τελευταίας ημέρας αυξημένα κρούσματα πυρετών. Ο υπουργός των Στρατιωτικών διέταξε την απολύμανσιν των στρατώνων.	[616, 1600, 854, 1693]
row-value: 4 ετών	[562, 458, 602, 473]
article-text: Εις ένα επάγγελμα ούτω μιας ημέρας εσχε ο κ. Παπαφίλης εν όλω 400 δραχμάς, κατέληξε δε διά της προκλήσεως μήνυσης να απολέση και την ελευθερίαν του.	[1104, 868, 1334, 945]
article-heading: ΚΑΤΑΣΤΡΟΦΗ ΔΑΣΟΥΣ ΥΠΟ ΧΩΡΙΚΩΝ	[618, 1786, 852, 1802]
article-text: Ο έργολάβος κ. Μαμάης ό αναλαβών την αναμαρμάρωσιν του Παναθηναϊκού Σταδίου δι' εγγράφου του προς την επιτροπήν την διαχειριζομένην την περιουσίαν του αειμνήστου Αβέρωφ ειδοποιεί ταύτην ότι η αναμαρμάρωσις του Σταδίου περατούται μετά πέντε μήνας.	[866, 269, 1092, 409]
divider	[624, 1576, 846, 1577]
ad-hours: ΩΡΑΙ ΕΠΙΣΚΕΨΕΩΝ 2-4 Μ.Μ.	[37, 1569, 221, 1583]
